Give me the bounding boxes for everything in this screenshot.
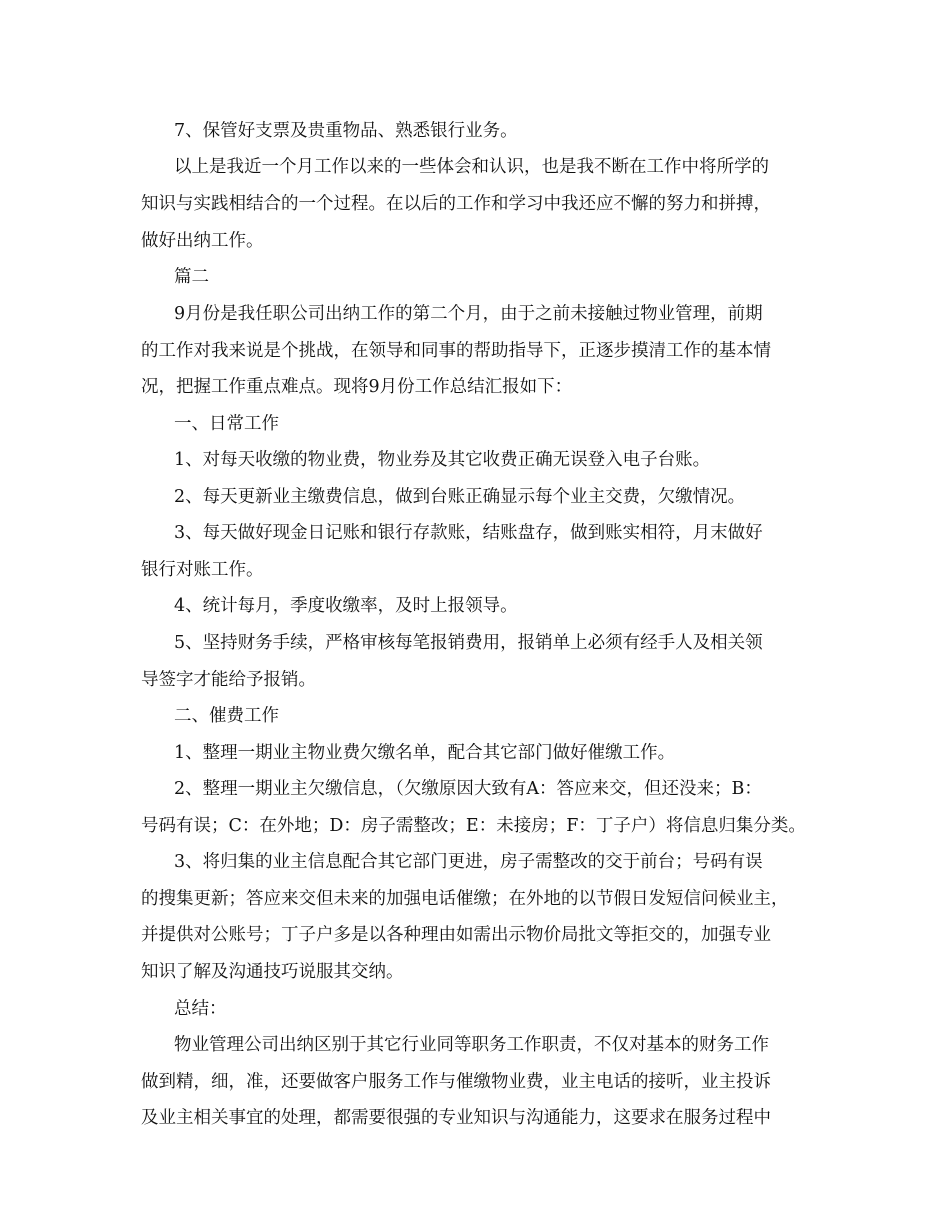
text-line: 及业主相关事宜的处理，都需要很强的专业知识与沟通能力，这要求在服务过程中 (141, 1108, 771, 1128)
text-line: 9月份是我任职公司出纳工作的第二个月，由于之前未接触过物业管理，前期 (174, 304, 763, 324)
text-line: 号码有误；C：在外地；D：房子需整改；E：未接房；F：丁子户）将信息归集分类。 (141, 816, 806, 836)
text-line: 以上是我近一个月工作以来的一些体会和认识，也是我不断在工作中将所学的 (174, 157, 769, 177)
text-line: 4、统计每月，季度收缴率，及时上报领导。 (174, 596, 518, 616)
section-heading: 总结： (174, 999, 227, 1019)
text-line: 1、整理一期业主物业费欠缴名单，配合其它部门做好催缴工作。 (174, 743, 676, 763)
section-heading: 一、日常工作 (174, 414, 279, 434)
text-line: 3、将归集的业主信息配合其它部门更进，房子需整改的交于前台；号码有误 (174, 852, 763, 872)
text-line: 况，把握工作重点难点。现将9月份工作总结汇报如下： (141, 377, 573, 397)
section-heading: 二、催费工作 (174, 706, 279, 726)
text-line: 2、整理一期业主欠缴信息，（欠缴原因大致有A：答应来交，但还没来；B： (174, 779, 762, 799)
text-line: 3、每天做好现金日记账和银行存款账，结账盘存，做到账实相符，月末做好 (174, 523, 763, 543)
text-line: 5、坚持财务手续，严格审核每笔报销费用，报销单上必须有经手人及相关领 (174, 633, 763, 653)
text-line: 的搜集更新；答应来交但未来的加强电话催缴；在外地的以节假日发短信问候业主， (141, 889, 789, 909)
section-heading: 篇二 (174, 267, 209, 287)
text-line: 知识了解及沟通技巧说服其交纳。 (141, 962, 404, 982)
text-line: 物业管理公司出纳区别于其它行业同等职务工作职责，不仅对基本的财务工作 (174, 1035, 769, 1055)
text-line: 导签字才能给予报销。 (141, 670, 316, 690)
text-line: 知识与实践相结合的一个过程。在以后的工作和学习中我还应不懈的努力和拼搏， (141, 194, 771, 214)
text-line: 做到精，细，准，还要做客户服务工作与催缴物业费，业主电话的接听，业主投诉 (141, 1072, 771, 1092)
text-line: 并提供对公账号；丁子户多是以各种理由如需出示物价局批文等拒交的，加强专业 (141, 925, 771, 945)
text-line: 银行对账工作。 (141, 560, 264, 580)
text-line: 2、每天更新业主缴费信息，做到台账正确显示每个业主交费，欠缴情况。 (174, 487, 746, 507)
text-line: 1、对每天收缴的物业费，物业券及其它收费正确无误登入电子台账。 (174, 450, 711, 470)
text-line: 做好出纳工作。 (141, 231, 264, 251)
text-line: 的工作对我来说是个挑战，在领导和同事的帮助指导下，正逐步摸清工作的基本情 (141, 341, 771, 361)
text-line: 7、保管好支票及贵重物品、熟悉银行业务。 (174, 121, 518, 141)
